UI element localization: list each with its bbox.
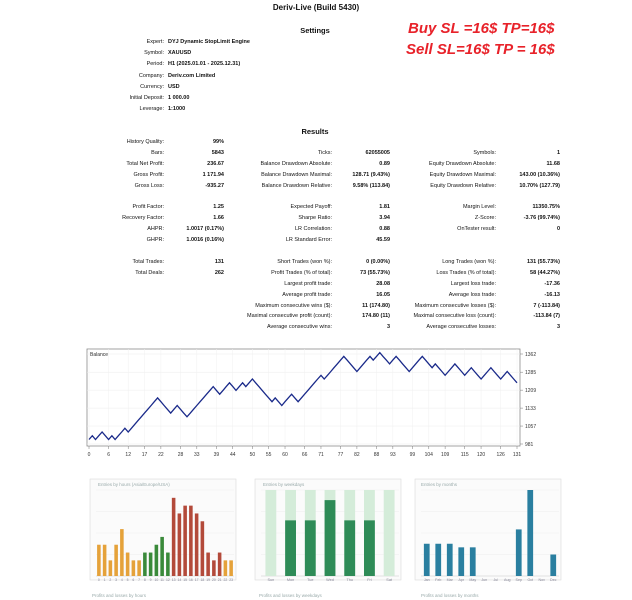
bar-label: Feb <box>435 578 442 582</box>
settings-value: USD <box>168 83 180 90</box>
results-value: 0.89 <box>379 160 390 167</box>
balance-x-tick: 33 <box>194 452 200 458</box>
bar <box>447 544 453 576</box>
bar-label: 1 <box>103 578 106 582</box>
results-label: GHPR: <box>146 237 164 244</box>
balance-x-tick: 60 <box>282 452 288 458</box>
balance-chart <box>86 348 546 460</box>
results-label: Expected Payoff: <box>290 204 332 211</box>
bar <box>458 547 464 576</box>
entries-by-hours-chart <box>88 476 240 600</box>
balance-y-tick: 1057 <box>525 423 537 430</box>
balance-x-tick: 50 <box>249 452 256 458</box>
bar <box>470 547 476 576</box>
results-value: 45.59 <box>376 237 390 244</box>
results-value: 131 (55.73%) <box>526 258 560 265</box>
results-label: Maximum consecutive wins ($): <box>255 302 332 309</box>
results-label: Bars: <box>151 149 164 156</box>
bar <box>183 506 187 576</box>
bar-label: 23 <box>229 578 234 582</box>
bar-label: 9 <box>149 578 152 582</box>
results-label: OnTester result: <box>457 226 496 233</box>
bar-label: May <box>469 578 477 582</box>
bar-label: 12 <box>165 578 170 582</box>
results-label: Average consecutive losses: <box>426 324 496 331</box>
results-label: Profit Factor: <box>132 204 164 211</box>
settings-value: Deriv.com Limited <box>168 72 216 79</box>
bar-label: Tue <box>307 578 314 582</box>
results-value: -935.27 <box>205 182 224 189</box>
balance-x-tick: 17 <box>141 452 148 458</box>
results-value: 5843 <box>211 149 224 156</box>
bar <box>527 490 533 576</box>
settings-value: 1:1000 <box>168 106 186 113</box>
results-label: Long Trades (won %): <box>442 258 496 265</box>
settings-label: Initial Deposit: <box>129 95 164 101</box>
results-value: 1.0017 (0.17%) <box>186 226 224 233</box>
bar-label: Sep <box>515 578 522 582</box>
balance-x-tick: 99 <box>409 452 416 458</box>
results-value: 1.25 <box>213 204 224 211</box>
bar-label: 10 <box>154 578 159 582</box>
settings-label: Company: <box>138 72 164 79</box>
bar <box>143 553 147 576</box>
results-label: Equity Drawdown Relative: <box>430 182 496 189</box>
results-value: -17.36 <box>544 280 560 287</box>
balance-x-tick: 39 <box>213 452 220 458</box>
results-label: AHPR: <box>147 226 164 233</box>
bar-label: 5 <box>126 578 129 582</box>
balance-x-tick: 71 <box>318 452 324 458</box>
bar <box>344 520 355 576</box>
results-value: 0.88 <box>379 226 390 233</box>
balance-x-tick: 104 <box>424 452 433 458</box>
results-value: 10.70% (127.79) <box>519 182 560 189</box>
results-label: Maximal consecutive profit (count): <box>247 313 332 320</box>
bar <box>166 553 170 576</box>
results-value: 62055005 <box>365 149 390 156</box>
months-chart-title: Entries by months <box>421 482 458 487</box>
bar <box>364 520 375 576</box>
results-value: 143.00 (10.36%) <box>519 171 560 178</box>
bar <box>325 500 336 576</box>
bar-label: 8 <box>143 578 146 582</box>
balance-x-tick: 77 <box>337 452 344 458</box>
bar-label: 3 <box>115 578 118 582</box>
results-label: History Quality: <box>126 139 164 145</box>
bar <box>212 560 216 576</box>
results-value: 1 171.94 <box>202 171 224 178</box>
bar <box>424 544 430 576</box>
results-label: Equity Drawdown Absolute: <box>429 160 496 167</box>
bar-label: Mon <box>286 578 295 582</box>
results-label: Symbols: <box>473 149 496 156</box>
balance-x-tick: 12 <box>125 452 131 458</box>
bar <box>229 560 233 576</box>
entries-by-weekdays-chart <box>253 476 405 600</box>
bar <box>206 553 210 576</box>
results-value: 28.08 <box>376 280 390 287</box>
bar <box>114 545 118 576</box>
results-label: Recovery Factor: <box>122 215 164 222</box>
hours-chart-caption: Profits and losses by hours <box>92 593 147 598</box>
results-label: LR Standard Error: <box>285 237 332 244</box>
bar-label: 18 <box>200 578 205 582</box>
settings-label: Currency: <box>140 83 164 90</box>
results-value: 3 <box>386 324 390 331</box>
bar <box>218 553 222 576</box>
bar-label: Dec <box>550 578 557 582</box>
results-label: Loss Trades (% of total): <box>436 269 496 276</box>
results-value: 174.80 (11) <box>362 313 390 320</box>
results-value: 262 <box>214 269 224 276</box>
bar-label: 14 <box>177 578 182 582</box>
bar <box>224 560 228 576</box>
balance-x-tick: 0 <box>87 452 91 458</box>
bar <box>550 555 556 577</box>
bar <box>435 544 441 576</box>
bar-label: 7 <box>138 578 141 582</box>
balance-x-tick: 82 <box>354 452 360 458</box>
bar-label: Jul <box>493 578 499 582</box>
bar-label: Jun <box>481 578 488 582</box>
bar-label: Sun <box>267 578 275 582</box>
balance-x-axis <box>88 446 522 458</box>
results-label: Balance Drawdown Absolute: <box>260 160 332 167</box>
balance-x-tick: 28 <box>177 452 184 458</box>
results-value: 236.67 <box>207 160 224 167</box>
bar-label: 16 <box>188 578 193 582</box>
results-value: 1.81 <box>379 204 390 211</box>
bar-label: 15 <box>183 578 188 582</box>
window-title: Deriv-Live (Build 5430) <box>272 3 360 12</box>
bar <box>195 513 199 576</box>
results-label: Z-Score: <box>474 215 496 222</box>
settings-label: Leverage: <box>139 106 164 113</box>
results-label: Average loss trade: <box>448 291 496 298</box>
results-label: LR Correlation: <box>295 226 332 233</box>
months-chart-caption: Profits and losses by months <box>421 593 479 598</box>
settings-value: 1 000.00 <box>168 95 190 101</box>
settings-value: XAUUSD <box>168 50 192 57</box>
results-label: Profit Trades (% of total): <box>271 269 332 276</box>
bar-label: 11 <box>160 578 164 582</box>
results-value: 1.66 <box>213 215 224 222</box>
bar <box>172 498 176 576</box>
results-label: Sharpe Ratio: <box>298 215 332 222</box>
results-value: 58 (44.27%) <box>530 269 560 276</box>
bar-label: 2 <box>109 578 112 582</box>
bar <box>137 560 141 576</box>
bar <box>120 529 124 576</box>
settings-label: Expert: <box>146 39 164 45</box>
bar-label: 20 <box>211 578 216 582</box>
results-label: Gross Loss: <box>134 182 164 189</box>
balance-x-tick: 6 <box>107 452 110 458</box>
results-value: -16.13 <box>544 291 560 298</box>
results-label: Maximum consecutive losses ($): <box>414 302 496 309</box>
promo-line-1: Buy SL =16$ TP=16$ <box>408 20 555 37</box>
bar-label: Nov <box>538 578 545 582</box>
bar-label: 6 <box>132 578 135 582</box>
bar <box>149 553 153 576</box>
results-value: -113.84 (7) <box>533 313 560 320</box>
hours-chart-title: Entries by hours (Asia/Europe/USA) <box>98 482 170 487</box>
entries-by-months-chart <box>413 476 565 600</box>
settings-heading: Settings <box>300 26 330 35</box>
bar-label: Apr <box>458 578 465 582</box>
settings-value: H1 (2025.01.01 - 2025.12.31) <box>168 61 241 68</box>
results-label: Margin Level: <box>462 204 496 211</box>
bar-label: Jan <box>423 578 430 582</box>
bar-label: 0 <box>97 578 100 582</box>
settings-value: DYJ Dynamic StopLimit Engine <box>168 39 250 45</box>
bar <box>103 545 107 576</box>
promo-line-2: Sell SL=16$ TP = 16$ <box>406 41 555 58</box>
balance-y-axis <box>520 352 536 448</box>
results-value: 1 <box>556 149 560 156</box>
results-value: -3.76 (99.74%) <box>523 215 560 222</box>
bar <box>189 506 193 576</box>
bar <box>285 520 296 576</box>
results-label: Largest profit trade: <box>284 280 332 287</box>
results-value: 3.94 <box>379 215 390 222</box>
results-value: 7 (-113.84) <box>533 302 560 309</box>
bar <box>178 513 182 576</box>
settings-label: Symbol: <box>144 50 164 57</box>
bar-label: 22 <box>223 578 228 582</box>
weekdays-chart-title: Entries by weekdays <box>263 482 305 487</box>
bar-label: 4 <box>120 578 123 582</box>
results-value: 128.71 (9.43%) <box>352 171 390 178</box>
bar <box>305 520 316 576</box>
balance-y-tick: 1285 <box>525 369 537 376</box>
bar <box>155 545 159 576</box>
bar-label: Aug <box>504 578 511 582</box>
results-label: Ticks: <box>317 149 332 156</box>
balance-x-tick: 115 <box>460 452 469 458</box>
results-value: 11.68 <box>546 160 560 167</box>
results-label: Average profit trade: <box>282 291 332 298</box>
bar <box>160 537 164 576</box>
balance-x-tick: 109 <box>440 452 450 458</box>
results-heading: Results <box>301 127 329 136</box>
results-label: Total Net Profit: <box>126 160 164 167</box>
results-value: 0 (0.00%) <box>366 258 390 265</box>
bar-background <box>265 490 276 576</box>
bar-label: 21 <box>217 578 222 582</box>
bar-label: Fri <box>367 578 372 582</box>
balance-x-tick: 126 <box>496 452 505 458</box>
results-value: 0 <box>556 226 560 233</box>
bar <box>109 560 113 576</box>
settings-label: Period: <box>146 61 164 68</box>
results-value: 1.0016 (0.16%) <box>186 237 224 244</box>
balance-y-tick: 981 <box>525 441 534 448</box>
results-label: Balance Drawdown Maximal: <box>261 171 332 178</box>
balance-y-tick: 1362 <box>525 351 537 358</box>
balance-x-tick: 131 <box>512 452 522 458</box>
results-label: Gross Profit: <box>133 171 164 178</box>
balance-x-tick: 93 <box>390 452 396 458</box>
results-label: Balance Drawdown Relative: <box>261 182 332 189</box>
results-label: Average consecutive wins: <box>266 324 332 331</box>
balance-y-tick: 1133 <box>525 405 536 412</box>
results-label: Short Trades (won %): <box>277 258 332 265</box>
balance-x-tick: 55 <box>265 452 272 458</box>
results-value: 9.58% (113.84) <box>352 182 390 189</box>
balance-x-tick: 44 <box>229 452 236 458</box>
results-label: Largest loss trade: <box>450 280 496 287</box>
bar-label: Wed <box>326 578 334 582</box>
bar <box>201 521 205 576</box>
balance-x-tick: 88 <box>373 452 380 458</box>
bar-label: 13 <box>171 578 176 582</box>
results-value: 16.05 <box>376 291 390 298</box>
bar <box>126 553 130 576</box>
bar-label: Sat <box>386 578 392 582</box>
results-value: 11 (174.80) <box>362 302 390 309</box>
results-value: 73 (55.73%) <box>360 269 390 276</box>
bar-label: Thu <box>346 578 353 582</box>
weekdays-chart-caption: Profits and losses by weekdays <box>259 593 322 598</box>
bar-label: 19 <box>206 578 211 582</box>
balance-y-tick: 1209 <box>525 387 537 394</box>
results-label: Total Trades: <box>132 258 164 265</box>
results-label: Equity Drawdown Maximal: <box>429 171 496 178</box>
bar <box>132 560 136 576</box>
results-value: 99% <box>212 139 224 145</box>
results-label: Total Deals: <box>135 269 164 276</box>
bar <box>516 529 522 576</box>
bar-label: Oct <box>527 578 534 582</box>
bar <box>97 545 101 576</box>
bar-background <box>384 490 395 576</box>
results-label: Maximal consecutive loss (count): <box>413 313 496 320</box>
balance-x-tick: 22 <box>158 452 164 458</box>
results-value: 131 <box>214 258 224 265</box>
balance-x-tick: 66 <box>301 452 308 458</box>
balance-chart-label: Balance <box>90 352 109 358</box>
bar-label: Mar <box>446 578 453 582</box>
bar-label: 17 <box>194 578 199 582</box>
results-value: 11350.75% <box>532 204 560 211</box>
balance-x-tick: 120 <box>476 452 486 458</box>
results-value: 3 <box>556 324 560 331</box>
